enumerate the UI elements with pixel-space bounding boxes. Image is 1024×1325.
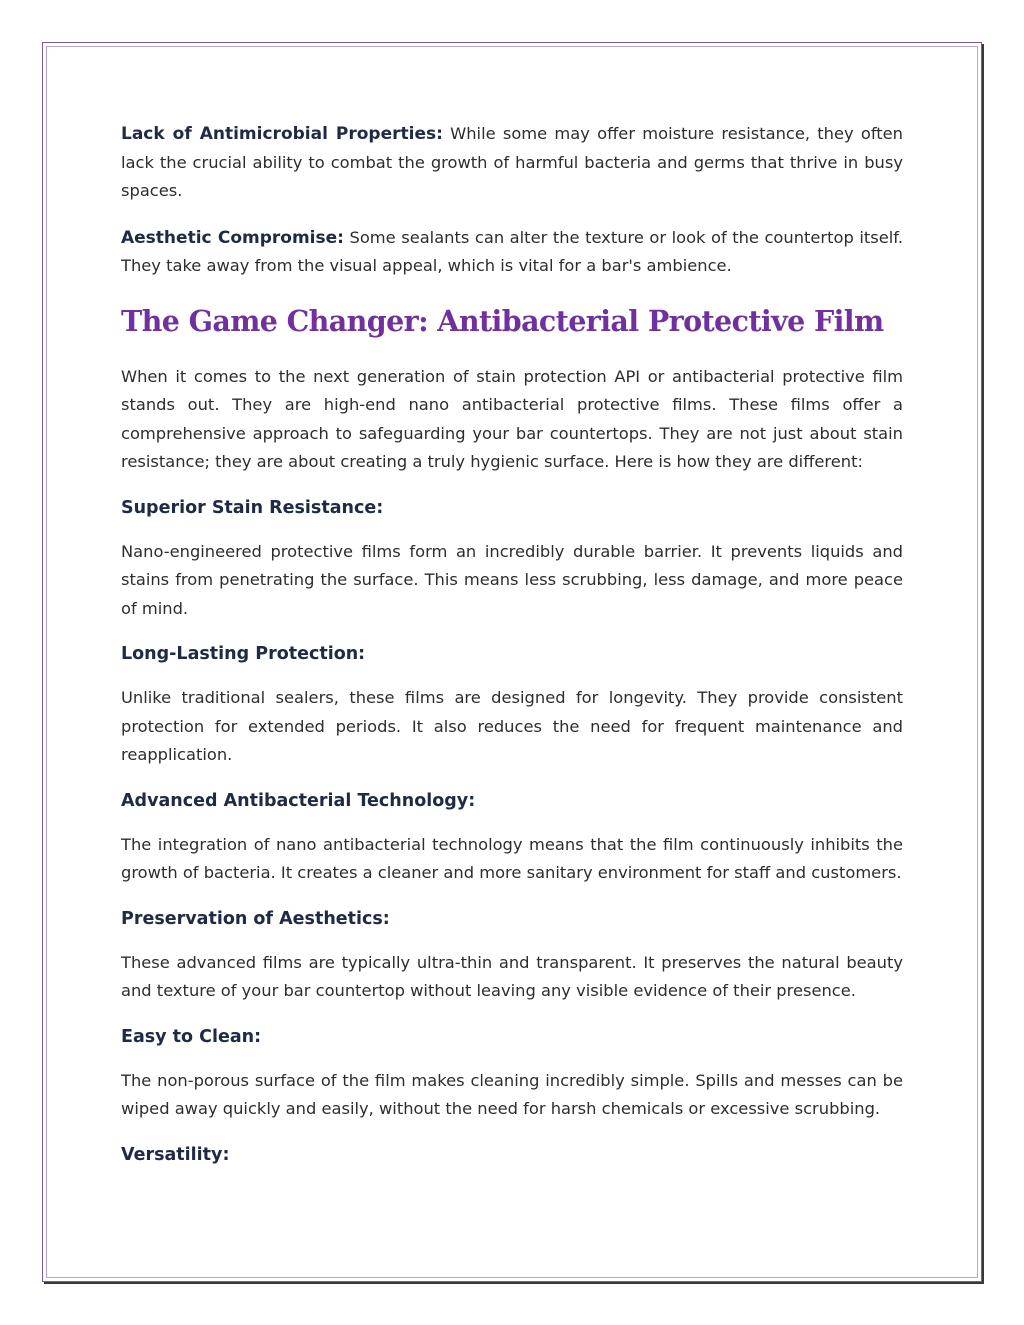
paragraph-aesthetic-compromise	[121, 224, 903, 281]
subheading-easy-to-clean: Easy to Clean:	[121, 1026, 262, 1047]
lead-paragraph: When it comes to the next generation of stain protection API or antibacterial protective film stands out. They are high-end nano antibacterial protective films. These films offer a comprehensive approach to safeguarding your bar countertops. They are not just about stain resistance; they are about creating a truly hygienic surface. Here is how they are different:	[121, 366, 903, 471]
paragraph-long-lasting-protection: Unlike traditional sealers, these films are designed for longevity. They provide consistent protection for extended periods. It also reduces the need for frequent maintenance and reapplication.	[121, 688, 903, 764]
paragraph-easy-to-clean: The non-porous surface of the film makes cleaning incredibly simple. Spills and messes can be wiped away quickly and easily, without the need for harsh chemicals or excessive scrubbing.	[121, 1070, 903, 1118]
subheading-long-lasting-protection: Long-Lasting Protection:	[121, 644, 366, 664]
document-content	[121, 120, 903, 1185]
term-text: While some may offer moisture resistance, they often lack the crucial ability to combat the growth of harmful bacteria and germs that thrive in busy spaces.	[121, 124, 903, 200]
subheading-superior-stain-resistance: Superior Stain Resistance:	[121, 497, 384, 518]
section-heading: The Game Changer: Antibacterial Protective Film	[121, 303, 884, 338]
subheading-advanced-antibacterial-technology: Advanced Antibacterial Technology:	[121, 790, 476, 811]
term-label: Lack of Antimicrobial Properties:	[121, 124, 443, 144]
subheading-preservation-of-aesthetics: Preservation of Aesthetics:	[121, 908, 390, 929]
subheading-versatility: Versatility:	[121, 1144, 230, 1165]
term-text: Some sealants can alter the texture or look of the countertop itself. They take away from the visual appeal, which is vital for a bar's ambience.	[121, 227, 903, 275]
paragraph-lack-antimicrobial	[121, 120, 903, 206]
paragraph-superior-stain-resistance: Nano-engineered protective films form an incredibly durable barrier. It prevents liquids and stains from penetrating the surface. This means less scrubbing, less damage, and more peace of mind.	[121, 541, 903, 618]
paragraph-preservation-of-aesthetics: These advanced films are typically ultra-thin and transparent. It preserves the natural beauty and texture of your bar countertop without leaving any visible evidence of their presence.	[121, 952, 903, 1000]
paragraph-advanced-antibacterial-technology: The integration of nano antibacterial technology means that the film continuously inhibits the growth of bacteria. It creates a cleaner and more sanitary environment for staff and customers.	[121, 834, 903, 882]
term-label: Aesthetic Compromise:	[121, 227, 344, 248]
